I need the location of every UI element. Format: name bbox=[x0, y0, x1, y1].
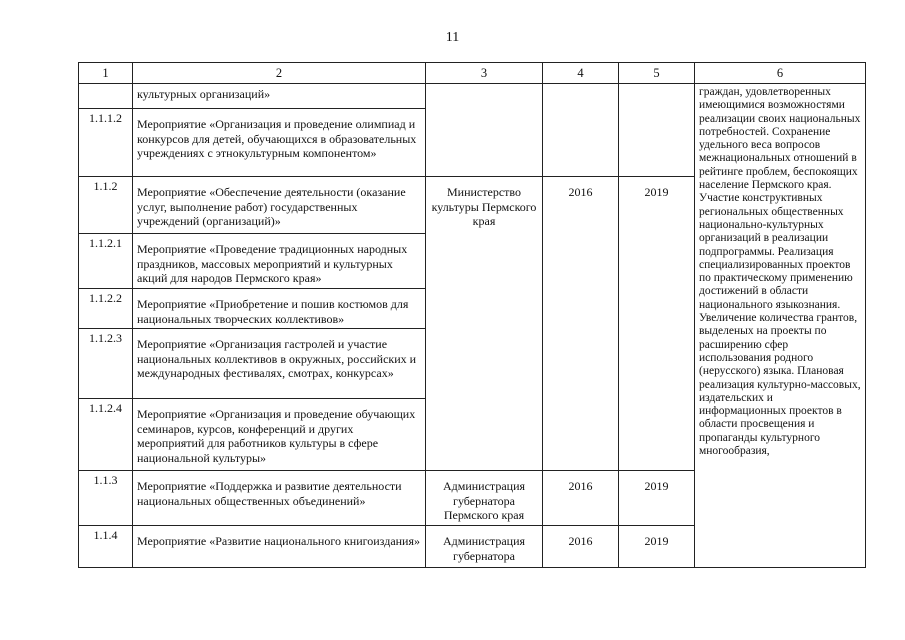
event-text: Мероприятие «Приобретение и пошив костюмов для национальных творческих коллективов» bbox=[133, 289, 426, 329]
row-number: 1.1.4 bbox=[79, 526, 133, 568]
header-col-3: 3 bbox=[426, 63, 543, 84]
header-row bbox=[79, 63, 866, 84]
row-number: 1.1.2.3 bbox=[79, 329, 133, 399]
start-year: 2016 bbox=[543, 471, 619, 526]
header-col-1: 1 bbox=[79, 63, 133, 84]
event-text: Мероприятие «Обеспечение деятельности (оказание услуг, выполнение работ) государственных учреждений (организаций)» bbox=[133, 177, 426, 234]
header-col-5: 5 bbox=[619, 63, 695, 84]
row-number: 1.1.3 bbox=[79, 471, 133, 526]
event-text: Мероприятие «Организация гастролей и участие национальных коллективов в окружных, российских и международных фестивалях, смотрах, конкурсах» bbox=[133, 329, 426, 399]
header-col-6: 6 bbox=[695, 63, 866, 84]
row-number: 1.1.2.4 bbox=[79, 399, 133, 471]
start-year: 2016 bbox=[543, 177, 619, 471]
end-cell-empty bbox=[619, 84, 695, 177]
table-row bbox=[79, 84, 866, 109]
program-table bbox=[78, 62, 866, 568]
event-text: Мероприятие «Организация и проведение обучающих семинаров, курсов, конференций и других мероприятий для работников культуры в сфере национальной культуры» bbox=[133, 399, 426, 471]
header-col-2: 2 bbox=[133, 63, 426, 84]
end-year: 2019 bbox=[619, 471, 695, 526]
event-text: культурных организаций» bbox=[133, 84, 426, 109]
row-number: 1.1.2.2 bbox=[79, 289, 133, 329]
end-year: 2019 bbox=[619, 526, 695, 568]
event-text: Мероприятие «Проведение традиционных народных праздников, массовых мероприятий и культурных акций для народов Пермского края» bbox=[133, 234, 426, 289]
row-number: 1.1.1.2 bbox=[79, 109, 133, 177]
executor-cell-empty bbox=[426, 84, 543, 177]
event-text: Мероприятие «Поддержка и развитие деятельности национальных общественных объединений» bbox=[133, 471, 426, 526]
row-number bbox=[79, 84, 133, 109]
event-text: Мероприятие «Организация и проведение олимпиад и конкурсов для детей, обучающихся в образовательных учреждениях с этнокультурным компонентом» bbox=[133, 109, 426, 177]
start-cell-empty bbox=[543, 84, 619, 177]
header-col-4: 4 bbox=[543, 63, 619, 84]
executor-ministry: Министерство культуры Пермского края bbox=[426, 177, 543, 471]
row-number: 1.1.2.1 bbox=[79, 234, 133, 289]
executor-administration: Администрация губернатора bbox=[426, 526, 543, 568]
executor-administration: Администрация губернатора Пермского края bbox=[426, 471, 543, 526]
event-text: Мероприятие «Развитие национального книгоиздания» bbox=[133, 526, 426, 568]
end-year: 2019 bbox=[619, 177, 695, 471]
row-number: 1.1.2 bbox=[79, 177, 133, 234]
expected-results: граждан, удовлетворенных имеющимися возможностями реализации своих национальных потребностей. Сохранение удельного веса вопросов межнациональных отношений в рейтинге проблем, беспокоящих население Пермского края. Участие конструктивных региональных общественных национально-культурных организаций в реализации подпрограммы. Реализация специализированных проектов по практическому применению достижений в области национального языкознания. Увеличение количества грантов, выделеных на проекты по расширению сфер использования родного (нерусского) языка. Плановая реализация культурно-массовых, издательских и информационных проектов в области просвещения и пропаганды культурного многообразия, bbox=[695, 84, 866, 568]
page-number: 11 bbox=[445, 30, 460, 45]
start-year: 2016 bbox=[543, 526, 619, 568]
